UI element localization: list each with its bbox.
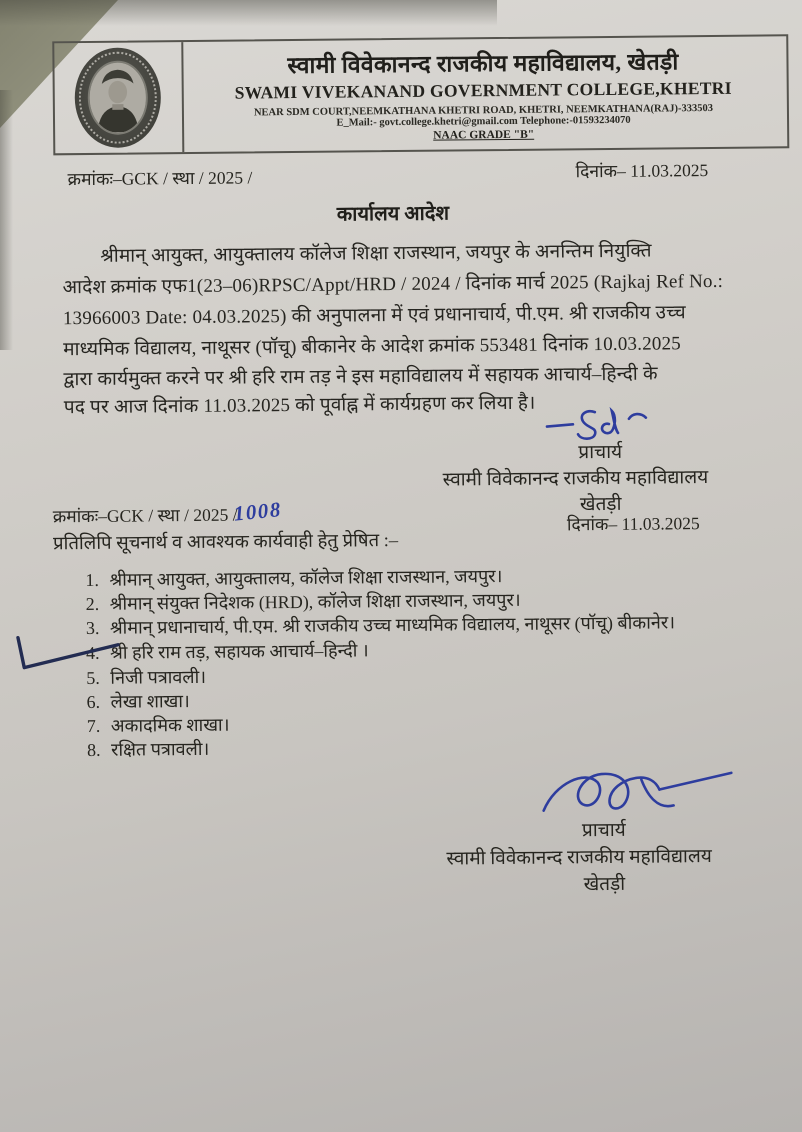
place-signature-bottom: खेतड़ी <box>583 873 626 896</box>
date-top: दिनांक– 11.03.2025 <box>575 160 709 182</box>
body-line: श्रीमान् आयुक्त, आयुक्तालय कॉलेज शिक्षा राजस्थान, जयपुर के अनन्तिम नियुक्ति <box>100 240 652 267</box>
place-signature-top: खेतड़ी <box>579 493 622 516</box>
college-address: NEAR SDM COURT,NEEMKATHANA KHETRI ROAD, KHETRI, NEEMKATHANA(RAJ)-333503 <box>253 103 713 119</box>
item-text: श्रीमान् प्रधानाचार्य, पी.एम. श्री राजकीय उच्च माध्यमिक विद्यालय, नाथूसर (पॉचू) बीकानेर। <box>109 612 676 638</box>
item-text: रक्षित पत्रावली। <box>110 738 210 760</box>
tick-mark-icon <box>12 631 132 678</box>
date-bottom-right: दिनांक– 11.03.2025 <box>566 513 700 535</box>
item-number: 8. <box>86 739 101 761</box>
item-text: लेखा शाखा। <box>110 691 190 712</box>
college-contact: E_Mail:- govt.college.khetri@gmail.com Telephone:-01593234070 <box>336 114 631 129</box>
body-line: माध्यमिक विद्यालय, नाथूसर (पॉचू) बीकानेर के आदेश क्रमांक 553481 दिनांक 10.03.2025 <box>63 333 682 361</box>
item-number: 6. <box>86 691 101 713</box>
item-text: अकादमिक शाखा। <box>110 714 230 736</box>
order-title: कार्यालय आदेश <box>336 202 450 226</box>
reference-number-printed: क्रमांकः–GCK / स्था / 2025 / <box>52 504 238 527</box>
item-text: निजी पत्रावली। <box>110 666 207 688</box>
handwritten-dispatch-number: 1008 <box>232 497 283 526</box>
reference-number-bottom <box>52 497 286 528</box>
principal-designation-bottom: प्राचार्य <box>581 819 626 842</box>
item-text: श्रीमान् संयुक्त निदेशक (HRD), कॉलेज शिक्षा राजस्थान, जयपुर। <box>109 589 521 614</box>
reference-number-top: क्रमांकः–GCK / स्था / 2025 / <box>67 167 253 190</box>
body-line: द्वारा कार्यमुक्त करने पर श्री हरि राम तड़ ने इस महाविद्यालय में सहायक आचार्य–हिन्दी के <box>63 363 658 391</box>
item-number: 1. <box>85 569 100 591</box>
body-line: आदेश क्रमांक एफ1(23–06)RPSC/Appt/HRD / 2024 / दिनांक मार्च 2025 (Rajkaj Ref No.: <box>62 270 724 299</box>
item-number: 4. <box>86 642 100 664</box>
item-number: 3. <box>85 617 100 639</box>
item-text: श्रीमान् आयुक्त, आयुक्तालय, कॉलेज शिक्षा राजस्थान, जयपुर। <box>109 566 503 590</box>
naac-grade: NAAC GRADE "B" <box>433 128 535 142</box>
copy-to-heading: प्रतिलिपि सूचनार्थ व आवश्यक कार्यवाही हेतु प्रेषित :– <box>52 531 399 555</box>
item-text: श्री हरि राम तड़, सहायक आचार्य–हिन्दी । <box>110 640 369 663</box>
college-name-hindi: स्वामी विवेकानन्द राजकीय महाविद्यालय, खेतड़ी <box>287 49 679 79</box>
body-line: 13966003 Date: 04.03.2025) की अनुपालना में एवं प्रधानाचार्य, पी.एम. श्री राजकीय उच्च <box>62 302 686 330</box>
item-number: 2. <box>85 593 100 615</box>
letterhead-box <box>52 34 789 155</box>
item-number: 5. <box>86 667 100 689</box>
letterhead-text <box>183 36 783 152</box>
college-name-signature-bottom: स्वामी विवेकानन्द राजकीय महाविद्यालय <box>446 846 712 870</box>
item-number: 7. <box>86 715 101 737</box>
body-line: पद पर आज दिनांक 11.03.2025 को पूर्वाह्न में कार्यग्रहण कर लिया है। <box>63 392 536 419</box>
principal-designation-top: प्राचार्य <box>578 441 623 464</box>
vivekananda-portrait-icon <box>87 60 148 135</box>
college-name-signature-top: स्वामी विवेकानन्द राजकीय महाविद्यालय <box>442 467 709 491</box>
college-seal-logo <box>74 47 161 148</box>
college-name-english: SWAMI VIVEKANAND GOVERNMENT COLLEGE,KHETRI <box>234 77 732 103</box>
